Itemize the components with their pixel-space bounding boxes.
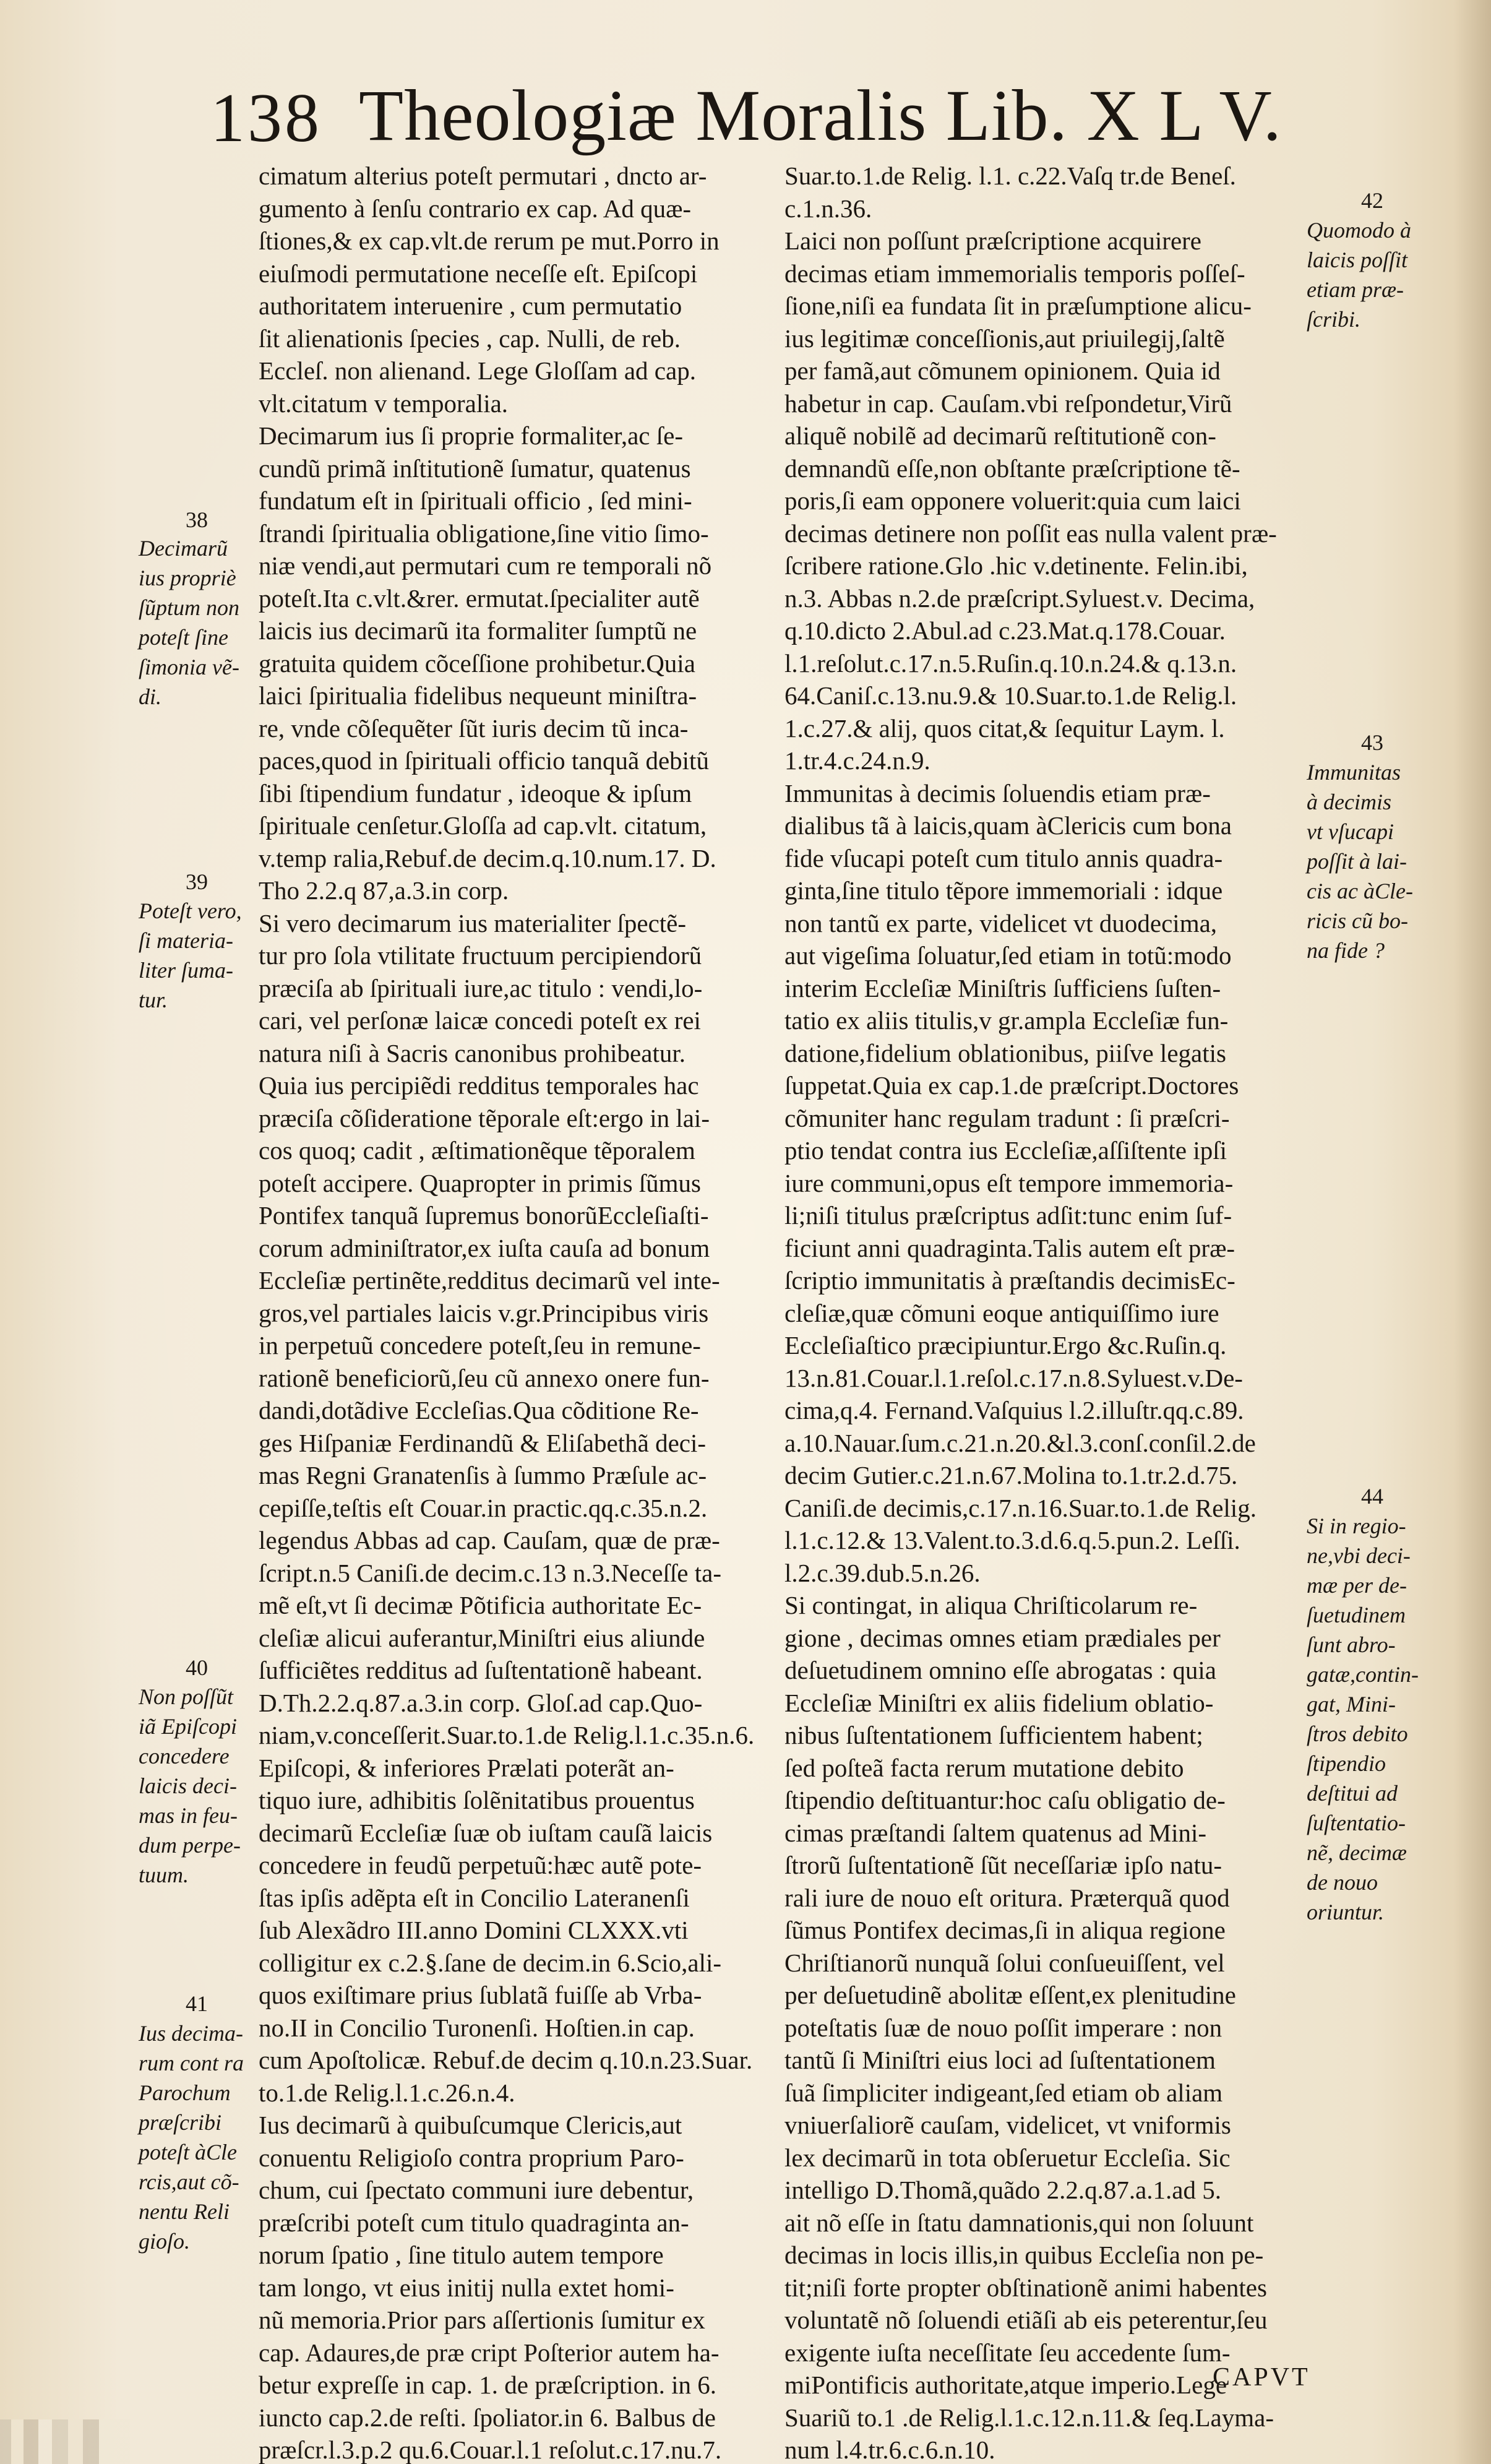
section-number-39: 39: [186, 869, 208, 894]
section-number-40: 40: [186, 1655, 208, 1680]
margin-note-42: Quomodo à laicis poſſit etiam præ- ſcribi.: [1307, 218, 1411, 332]
section-number-43: 43: [1361, 730, 1383, 755]
margin-note-38: Decimarũ ius propriè ſũptum non poteſt ſine ſimonia vẽ- di.: [139, 536, 240, 709]
margin-note-40: Non poſſũt iã Epiſcopi concedere laicis deci- mas in feu- dum perpe- tuum.: [139, 1684, 241, 1887]
margin-note-41: Ius decima- rum cont ra Parochum præſcribi poteſt àCle rcis,aut cõ- nentu Reli gioſo.: [139, 2021, 244, 2254]
margin-note-44: Si in regio- ne,vbi deci- mæ per de- ſuetudinem ſunt abro- gatæ,contin- gat, Mini- ſtros debito ſtipendio deſtitui ad ſuſtentatio- nẽ, decimæ de nouo oriuntur.: [1307, 1514, 1419, 1924]
margin-note-39: Poteſt vero, ſi materia- liter ſuma- tur.: [139, 898, 242, 1012]
scan-corner-mark: [0, 2419, 130, 2464]
running-title: Theologiæ Moralis Lib. X L V.: [359, 75, 1282, 156]
page-header: [210, 69, 1282, 162]
catchword: CAPVT: [1213, 2363, 1310, 2392]
right-column-text: Suar.to.1.de Relig. l.1. c.22.Vaſq tr.de Beneſ. c.1.n.36. Laici non poſſunt præſcriptione acquirere decimas etiam immemorialis temporis poſſeſ- ſione,niſi ea fundata ſit in præſumptione alicu- ius legitimæ conceſſionis,aut priuilegij,ſaltẽ per famã,aut cõmunem opinionem. Quia id habetur in cap. Cauſam.vbi reſpondetur,Virũ aliquẽ nobilẽ ad decimarũ reſtitutionẽ con- demnandũ eſſe,non obſtante præſcriptione tẽ- poris,ſi eam opponere voluerit:quia cum laici decimas detinere non poſſit eas nulla valent præ- ſcribere ratione.Glo .hic v.detinente. Felin.ibi, n.3. Abbas n.2.de præſcript.Syluest.v. Decima, q.10.dicto 2.Abul.ad c.23.Mat.q.178.Couar. l.1.reſolut.c.17.n.5.Ruſin.q.10.n.24.& q.13.n. 64.Caniſ.c.13.nu.9.& 10.Suar.to.1.de Relig.l. 1.c.27.& alij, quos citat,& ſequitur Laym. l. 1.tr.4.c.24.n.9. Immunitas à decimis ſoluendis etiam præ- dialibus tã à laicis,quam àClericis cum bona fide vſucapi poteſt cum titulo annis quadra- ginta,ſine titulo tẽpore immemoriali : idque non tantũ ex parte, videlicet vt duodecima, aut vigeſima ſoluatur,ſed etiam in totũ:modo interim Eccleſiæ Miniſtris ſufficiens ſuſten- tatio ex aliis titulis,v gr.ampla Eccleſiæ fun- datione,fidelium oblationibus, piiſve legatis ſuppetat.Quia ex cap.1.de præſcript.Doctores cõmuniter hanc regulam tradunt : ſi præſcri- ptio tendat contra ius Eccleſiæ,aſſiſtente ipſi iure communi,opus eſt tempore immemoria- li;niſi titulus præſcriptus adſit:tunc enim ſuf- ficiunt anni quadraginta.Talis autem eſt præ- ſcriptio immunitatis à præſtandis decimisEc- cleſiæ,quæ cõmuni eoque antiquiſſimo iure Eccleſiaſtico præcipiuntur.Ergo &c.Ruſin.q. 13.n.81.Couar.l.1.reſol.c.17.n.8.Syluest.v.De- cima,q.4. Fernand.Vaſquius l.2.illuſtr.qq.c.89. a.10.Nauar.ſum.c.21.n.20.&l.3.conſ.conſil.2.de decim Gutier.c.21.n.67.Molina to.1.tr.2.d.75. Caniſi.de decimis,c.17.n.16.Suar.to.1.de Relig. l.1.c.12.& 13.Valent.to.3.d.6.q.5.pun.2. Leſſi. l.2.c.39.dub.5.n.26. Si contingat, in aliqua Chriſticolarum re- gione , decimas omnes etiam prædiales per deſuetudinem omnino eſſe abrogatas : quia Eccleſiæ Miniſtri ex aliis fidelium oblatio- nibus ſuſtentationem ſufficientem habent; ſed poſteã facta rerum mutatione debito ſtipendio deſtituantur:hoc caſu obligatio de- cimas præſtandi ſaltem quatenus ad Mini- ſtrorũ ſuſtentationẽ ſũt neceſſariæ ipſo natu- rali iure de nouo eſt oritura. Præterquã quod ſũmus Pontifex decimas,ſi in aliqua regione Chriſtianorũ nunquã ſolui conſueuiſſent, vel per deſuetudinẽ abolitæ eſſent,ex plenitudine poteſtatis ſuæ de nouo poſſit imperare : non tantũ ſi Miniſtri eius loci ad ſuſtentationem ſuã ſimpliciter indigeant,ſed etiam ob aliam vniuerſaliorẽ cauſam, videlicet, vt vniformis lex decimarũ in tota obſeruetur Eccleſia. Sic intelligo D.Thomã,quãdo 2.2.q.87.a.1.ad 5. ait nõ eſſe in ſtatu damnationis,qui non ſoluunt decimas in locis illis,in quibus Eccleſia non pe- tit;niſi forte propter obſtinationẽ animi habentes voluntatẽ nõ ſoluendi etiãſi ab eis peterentur,ſeu exigente iuſta neceſſitate ſeu accedente ſum- miPontificis authoritate,atque imperio.Lege Suariũ to.1 .de Relig.l.1.c.12.n.11.& ſeq.Layma- num l.4.tr.6.c.6.n.10.: [784, 162, 1277, 2464]
page-number: 138: [210, 80, 322, 157]
left-column-text: cimatum alterius poteſt permutari , dncto ar- gumento à ſenſu contrario ex cap. Ad quæ- ſtiones,& ex cap.vlt.de rerum pe mut.Porro in eiuſmodi permutatione neceſſe eſt. Epiſcopi authoritatem interuenire , cum permutatio ſit alienationis ſpecies , cap. Nulli, de reb. Eccleſ. non alienand. Lege Gloſſam ad cap. vlt.citatum v temporalia. Decimarum ius ſi proprie formaliter,ac ſe- cundũ primã inſtitutionẽ ſumatur, quatenus fundatum eſt in ſpirituali officio , ſed mini- ſtrandi ſpiritualia obligatione,ſine vitio ſimo- niæ vendi,aut permutari cum re temporali nõ poteſt.Ita c.vlt.&rer. ermutat.ſpecialiter autẽ laicis ius decimarũ ita formaliter ſumptũ ne gratuita quidem cõceſſione prohibetur.Quia laici ſpiritualia fidelibus nequeunt miniſtra- re, vnde cõſequẽter ſũt iuris decim tũ inca- paces,quod in ſpirituali officio tanquã debitũ ſibi ſtipendium fundatur , ideoque & ipſum ſpirituale cenſetur.Gloſſa ad cap.vlt. citatum, v.temp ralia,Rebuf.de decim.q.10.num.17. D. Tho 2.2.q 87,a.3.in corp. Si vero decimarum ius materialiter ſpectẽ- tur pro ſola vtilitate fructuum percipiendorũ præciſa ab ſpirituali iure,ac titulo : vendi,lo- cari, vel perſonæ laicæ concedi poteſt ex rei natura niſi à Sacris canonibus prohibeatur. Quia ius percipiẽdi redditus temporales hac præciſa cõſideratione tẽporale eſt:ergo in lai- cos quoq; cadit , æſtimationẽque tẽporalem poteſt accipere. Quapropter in primis ſũmus Pontifex tanquã ſupremus bonorũEccleſiaſti- corum adminiſtrator,ex iuſta cauſa ad bonum Eccleſiæ pertinẽte,redditus decimarũ vel inte- gros,vel partiales laicis v.gr.Principibus viris in perpetuũ concedere poteſt,ſeu in remune- rationẽ beneficiorũ,ſeu cũ annexo onere fun- dandi,dotãdive Eccleſias.Qua cõditione Re- ges Hiſpaniæ Ferdinandũ & Eliſabethã deci- mas Regni Granatenſis à ſummo Præſule ac- cepiſſe,teſtis eſt Couar.in practic.qq.c.35.n.2. legendus Abbas ad cap. Cauſam, quæ de præ- ſcript.n.5 Caniſi.de decim.c.13 n.3.Neceſſe ta- mẽ eſt,vt ſi decimæ Põtificia authoritate Ec- cleſiæ alicui auferantur,Miniſtri eius aliunde ſufficiẽtes redditus ad ſuſtentationẽ habeant. D.Th.2.2.q.87.a.3.in corp. Gloſ.ad cap.Quo- niam,v.conceſſerit.Suar.to.1.de Relig.l.1.c.35.n.6. Epiſcopi, & inferiores Prælati poterãt an- tiquo iure, adhibitis ſolẽnitatibus prouentus decimarũ Eccleſiæ ſuæ ob iuſtam cauſã laicis concedere in feudũ perpetuũ:hæc autẽ pote- ſtas ipſis adẽpta eſt in Concilio Lateranenſi ſub Alexãdro III.anno Domini CLXXX.vti colligitur ex c.2.§.ſane de decim.in 6.Scio,ali- quos exiſtimare prius ſublatã fuiſſe ab Vrba- no.II in Concilio Turonenſi. Hoſtien.in cap. cum Apoſtolicæ. Rebuf.de decim q.10.n.23.Suar. to.1.de Relig.l.1.c.26.n.4. Ius decimarũ à quibuſcumque Clericis,aut conuentu Religioſo contra proprium Paro- chum, cui ſpectato communi iure debentur, præſcribi poteſt cum titulo quadraginta an- norum ſpatio , ſine titulo autem tempore tam longo, vt eius initij nulla extet homi- nũ memoria.Prior pars aſſertionis ſumitur ex cap. Adaures,de præ cript Poſterior autem ha- betur expreſſe in cap. 1. de præſcription. in 6. iuncto cap.2.de reſti. ſpoliator.in 6. Balbus de præſcr.l.3.p.2 qu.6.Couar.l.1 reſolut.c.17.nu.7.: [259, 162, 755, 2464]
margin-note-43: Immunitas à decimis vt vſucapi poſſit à lai- cis ac àCle- ricis cũ bo- na fide ?: [1307, 760, 1413, 963]
section-number-42: 42: [1361, 188, 1383, 213]
section-number-44: 44: [1361, 1484, 1383, 1509]
gutter-shadow: [1454, 0, 1491, 2464]
section-number-41: 41: [186, 1991, 208, 2016]
section-number-38: 38: [186, 507, 208, 532]
